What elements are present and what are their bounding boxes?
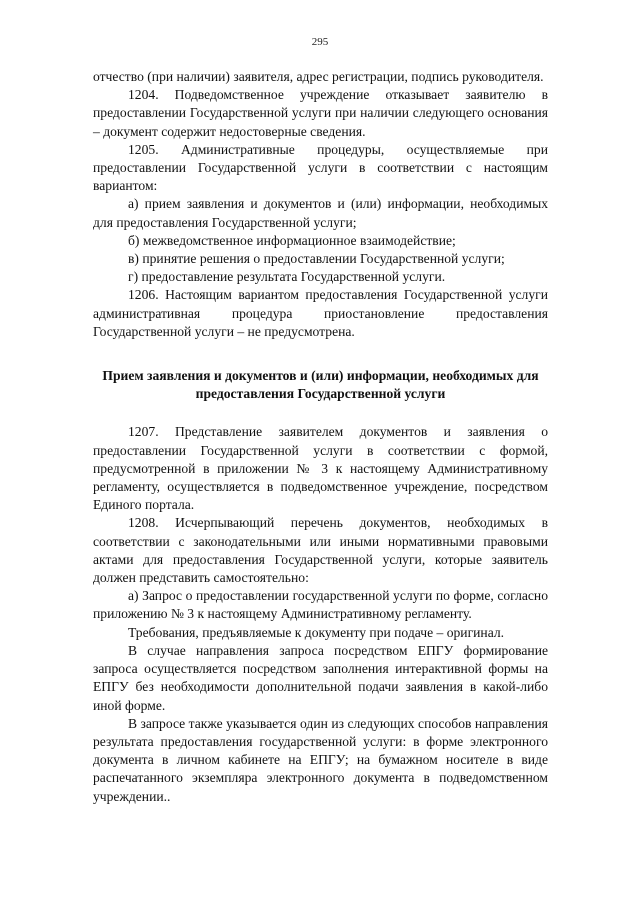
section-heading: Прием заявления и документов и (или) информации, необходимых для предоставления Государственной услуги: [102, 368, 539, 402]
list-item-v: в) принятие решения о предоставлении Государственной услуги;: [128, 251, 505, 267]
paragraph-1206: 1206. Настоящим вариантом предоставления Государственной услуги административная процедура приостановление предоставления Государственной услуги – не предусмотрена.: [93, 287, 548, 339]
paragraph-result-methods: В запросе также указывается один из следующих способов направления результата предоставления государственной услуги: в форме электронного документа в личном кабинете на ЕПГУ; на бумажном носителе в виде распечатанного экземпляра электронного документа в подведомственном учреждении..: [93, 715, 548, 804]
paragraph-1205: 1205. Административные процедуры, осуществляемые при предоставлении Государственной услуги в соответствии с настоящим вариантом:: [93, 141, 548, 194]
bottom-paragraphs: [93, 423, 548, 805]
top-paragraphs: [93, 68, 548, 341]
page-number: 295: [311, 36, 329, 48]
list-item-a-request: а) Запрос о предоставлении государственной услуги по форме, согласно приложению № 3 к настоящему Административному регламенту.: [93, 588, 548, 622]
paragraph-1208: 1208. Исчерпывающий перечень документов, необходимых в соответствии с законодательными или иными нормативными правовыми актами для предоставления Государственной услуги, которые заявитель должен представить самостоятельно:: [93, 515, 548, 586]
list-item-b: б) межведомственное информационное взаимодействие;: [128, 232, 456, 248]
paragraph-1204: 1204. Подведомственное учреждение отказывает заявителю в предоставлении Государственной услуги при наличии следующего основания – документ содержит недостоверные сведения.: [93, 87, 548, 139]
paragraph: отчество (при наличии) заявителя, адрес регистрации, подпись руководителя.: [93, 69, 544, 84]
paragraph-epgu-submission: В случае направления запроса посредством ЕПГУ формирование запроса осуществляется посредством заполнения интерактивной формы на ЕПГУ без необходимости дополнительной подачи заявления в какой-либо иной форме.: [93, 642, 548, 713]
list-item-a: а) прием заявления и документов и (или) информации, необходимых для предоставления Государственной услуги;: [93, 196, 548, 230]
paragraph-requirements: Требования, предъявляемые к документу при подаче – оригинал.: [128, 624, 505, 640]
list-item-g: г) предоставление результата Государственной услуги.: [128, 269, 446, 285]
document-body: [93, 68, 548, 806]
paragraph-1207: 1207. Представление заявителем документов и заявления о предоставлении Государственной услуги в соответствии с формой, предусмотренной в приложении № 3 к настоящему Административному регламенту, осуществляется в подведомственное учреждение, посредством Единого портала.: [93, 424, 548, 513]
